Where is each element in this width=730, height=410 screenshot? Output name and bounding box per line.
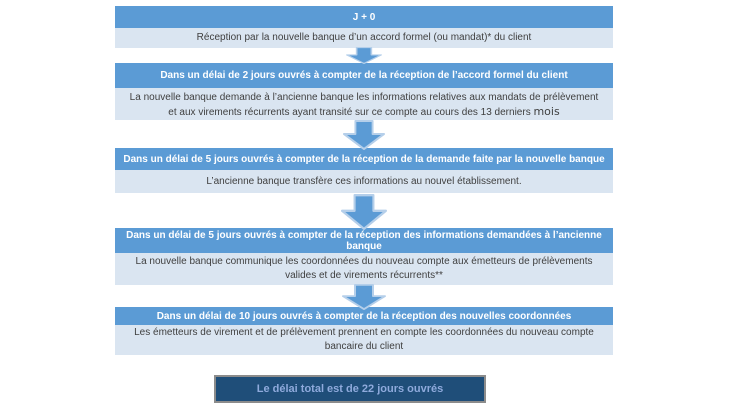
step-4-body bbox=[115, 253, 613, 285]
step-3-body bbox=[115, 170, 613, 193]
step-block-3 bbox=[115, 148, 613, 193]
step-4-body-text: La nouvelle banque communique les coordonnées du nouveau compte aux émetteurs de prélèvements valides et de virements récurrents** bbox=[135, 256, 593, 281]
step-3-header-label: Dans un délai de 5 jours ouvrés à compter de la réception de la demande faite par la nouvelle banque bbox=[123, 153, 605, 165]
step-1-header bbox=[115, 6, 613, 28]
step-block-1 bbox=[115, 6, 613, 48]
step-2-header bbox=[115, 63, 613, 88]
step-4-header-label: Dans un délai de 5 jours ouvrés à compter de la réception des informations demandées à l’ancienne banque bbox=[126, 229, 602, 252]
step-2-body-suffix: mois bbox=[533, 105, 560, 118]
step-5-body bbox=[115, 325, 613, 355]
step-2-body-text: La nouvelle banque demande à l’ancienne banque les informations relatives aux mandats de prélèvement et aux virements récurrents ayant transité sur ce compte au cours des 13 derniers bbox=[129, 92, 599, 118]
step-1-header-label: J + 0 bbox=[352, 11, 376, 23]
total-delay-box bbox=[214, 375, 486, 403]
step-4-header bbox=[115, 228, 613, 253]
step-5-header-label: Dans un délai de 10 jours ouvrés à compter de la réception des nouvelles coordonnées bbox=[156, 310, 572, 322]
step-block-2 bbox=[115, 63, 613, 120]
step-5-body-text: Les émetteurs de virement et de prélèvement prennent en compte les coordonnées du nouveau compte bancaire du client bbox=[134, 327, 594, 352]
arrow-down-icon bbox=[346, 47, 382, 64]
step-1-body-text: Réception par la nouvelle banque d’un accord formel (ou mandat)* du client bbox=[196, 32, 532, 43]
total-delay-label: Le délai total est de 22 jours ouvrés bbox=[256, 383, 444, 395]
step-block-4 bbox=[115, 228, 613, 285]
arrow-down-icon bbox=[342, 284, 386, 310]
arrow-down-icon bbox=[343, 120, 385, 150]
step-1-body bbox=[115, 28, 613, 48]
arrow-down-icon bbox=[341, 194, 387, 230]
step-2-header-label: Dans un délai de 2 jours ouvrés à compter de la réception de l’accord formel du client bbox=[160, 70, 568, 81]
step-3-header bbox=[115, 148, 613, 170]
step-block-5 bbox=[115, 307, 613, 355]
step-3-body-text: L’ancienne banque transfère ces informations au nouvel établissement. bbox=[206, 175, 522, 187]
step-2-body bbox=[115, 88, 613, 120]
